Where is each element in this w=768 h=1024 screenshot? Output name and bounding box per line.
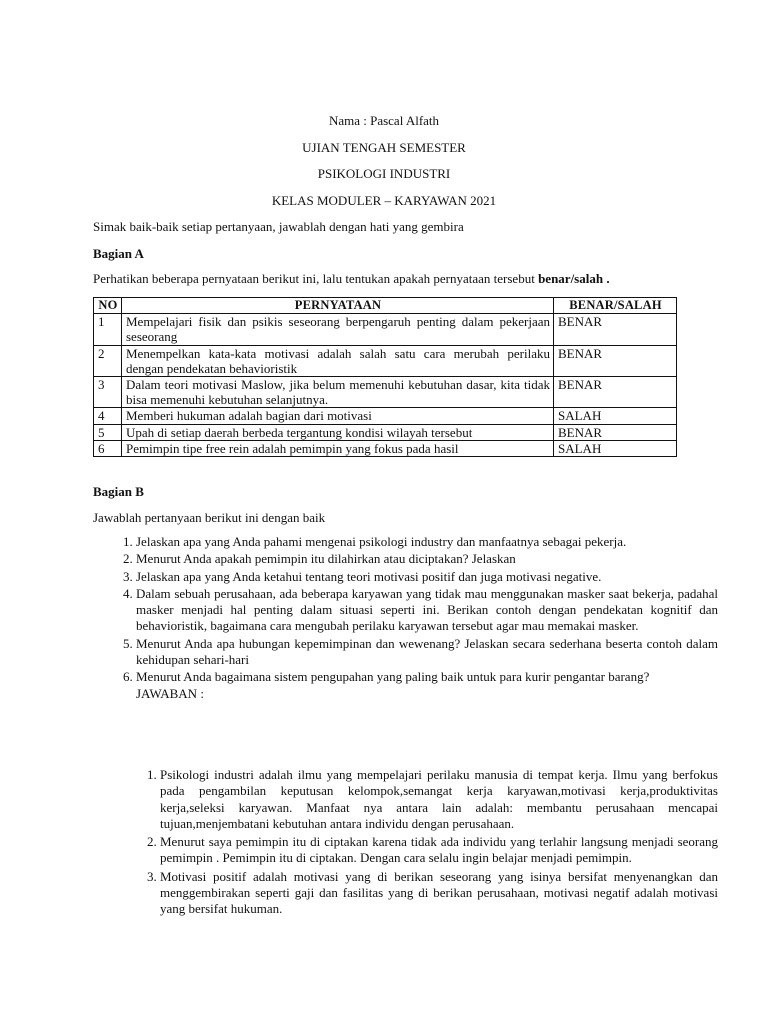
exam-title: UJIAN TENGAH SEMESTER (302, 140, 466, 155)
list-item (136, 669, 718, 702)
row-no: 4 (94, 408, 122, 424)
table-row (94, 424, 677, 440)
row-answer: BENAR (554, 314, 677, 345)
table-header-row (94, 298, 677, 314)
intro-text: Simak baik-baik setiap pertanyaan, jawablah dengan hati yang gembira (93, 219, 464, 234)
header-answer: BENAR/SALAH (554, 298, 677, 314)
row-answer: SALAH (554, 408, 677, 424)
student-name: Nama : Pascal Alfath (328, 113, 440, 128)
row-answer: BENAR (554, 424, 677, 440)
row-statement: Dalam teori motivasi Maslow, jika belum memenuhi kebutuhan dasar, kita tidak bisa memenuhi kebutuhan selanjutnya. (122, 377, 554, 408)
answers-list (117, 767, 718, 920)
subject-title: PSIKOLOGI INDUSTRI (317, 166, 451, 181)
row-statement: Menempelkan kata-kata motivasi adalah salah satu cara merubah perilaku dengan pendekatan behavioristik (122, 345, 554, 376)
section-b-instruction: Jawablah pertanyaan berikut ini dengan baik (93, 510, 326, 525)
table-row (94, 408, 677, 424)
list-item: 5. Menurut Anda apa hubungan kepemimpinan dan wewenang? Jelaskan secara sederhana beserta contoh dalam kehidupan sehari-hari (136, 636, 718, 669)
list-item: 1. Jelaskan apa yang Anda pahami mengenai psikologi industry dan manfaatnya sebagai pekerja. (136, 534, 718, 550)
row-answer: BENAR (554, 377, 677, 408)
list-item: 2. Menurut Anda apakah pemimpin itu dilahirkan atau diciptakan? Jelaskan (136, 551, 718, 567)
header-statement: PERNYATAAN (122, 298, 554, 314)
header-no: NO (94, 298, 122, 314)
list-item: 1. Psikologi industri adalah ilmu yang mempelajari perilaku manusia di tempat kerja. Ilmu yang berfokus pada pengambilan keputusan kelompok,semangat kerja karyawan,motivasi kerja,produktivitas kerja,seleksi karyawan. Manfaat nya antara lain adalah: membantu perusahaan mencapai tujuan,menjembatani kebutuhan antara individu dengan perusahaan. (160, 767, 718, 832)
class-title: KELAS MODULER – KARYAWAN 2021 (271, 193, 497, 208)
section-a-title: Bagian A (93, 246, 144, 261)
row-no: 5 (94, 424, 122, 440)
row-no: 2 (94, 345, 122, 376)
instruction-text: Perhatikan beberapa pernyataan berikut ini, lalu tentukan apakah pernyataan tersebut (93, 271, 539, 286)
list-item: 2. Menurut saya pemimpin itu di ciptakan karena tidak ada individu yang terlahir langsung menjadi seorang pemimpin . Pemimpin itu di ciptakan. Dengan cara selalu ingin belajar menjadi pemimpin. (160, 834, 718, 867)
row-answer: BENAR (554, 345, 677, 376)
table-row (94, 440, 677, 456)
row-answer: SALAH (554, 440, 677, 456)
row-no: 6 (94, 440, 122, 456)
question-text: Menurut Anda bagaimana sistem pengupahan yang paling baik untuk para kurir pengantar barang? (136, 669, 650, 685)
row-statement: Memberi hukuman adalah bagian dari motivasi (122, 408, 554, 424)
row-statement: Mempelajari fisik dan psikis seseorang berpengaruh penting dalam pekerjaan seseorang (122, 314, 554, 345)
list-item: 4. Dalam sebuah perusahaan, ada beberapa karyawan yang tidak mau menggunakan masker saat bekerja, padahal masker menjadi hal penting dalam situasi seperti ini. Berikan contoh dengan pendekatan kognitif dan behavioristik, bagaimana cara mengubah perilaku karyawan tersebut agar mau memakai masker. (136, 586, 718, 635)
list-item: 3. Jelaskan apa yang Anda ketahui tentang teori motivasi positif dan juga motivasi negative. (136, 569, 718, 585)
section-a-instruction (93, 271, 683, 287)
row-no: 1 (94, 314, 122, 345)
section-b-title: Bagian B (93, 484, 144, 499)
questions-list (93, 534, 718, 703)
row-no: 3 (94, 377, 122, 408)
table-row (94, 345, 677, 376)
list-item: 3. Motivasi positif adalah motivasi yang di berikan seseorang yang isinya bersifat menyenangkan dan menggembirakan seperti gaji dan fasilitas yang di berikan perusahaan, motivasi negatif adalah motivasi yang bersifat hukuman. (160, 869, 718, 918)
table-row (94, 377, 677, 408)
table-row (94, 314, 677, 345)
row-statement: Upah di setiap daerah berbeda tergantung kondisi wilayah tersebut (122, 424, 554, 440)
instruction-bold-text: benar/salah . (538, 271, 610, 286)
answers-label: JAWABAN : (136, 685, 204, 701)
statements-table (93, 297, 677, 457)
row-statement: Pemimpin tipe free rein adalah pemimpin yang fokus pada hasil (122, 440, 554, 456)
